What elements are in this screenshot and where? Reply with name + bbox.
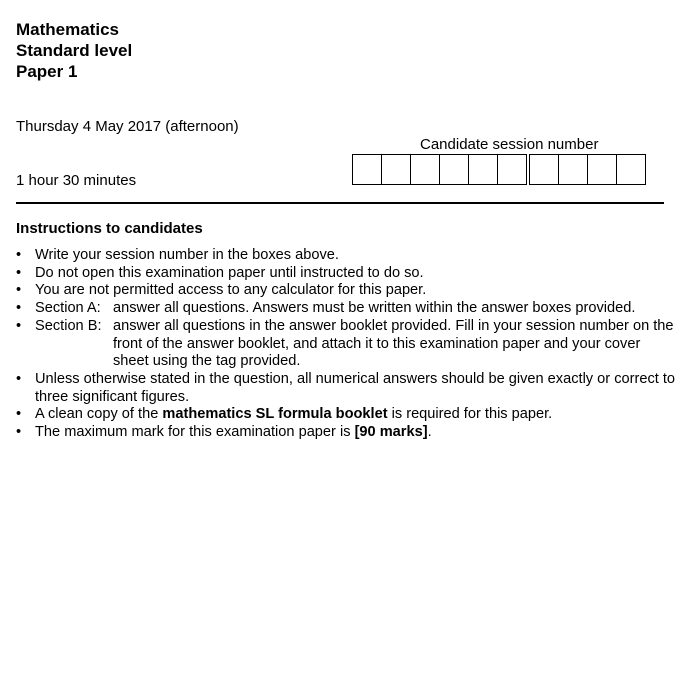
section-b-text: answer all questions in the answer booklet provided. Fill in your session number on the front of the answer booklet, and attach it to this examination paper and your cover sheet using the tag provided. xyxy=(113,317,674,370)
instruction-text: You are not permitted access to any calculator for this paper. xyxy=(35,282,427,299)
bullet-icon: • xyxy=(16,264,22,281)
instruction-item-formula-booklet xyxy=(16,406,676,424)
bullet-icon: • xyxy=(16,247,22,263)
section-b-label: Section B: xyxy=(35,317,102,334)
formula-booklet-name: mathematics SL formula booklet xyxy=(162,406,388,423)
subject-title: Mathematics xyxy=(16,20,119,39)
session-number-box[interactable] xyxy=(439,154,469,185)
bullet-icon: • xyxy=(16,370,22,387)
instructions-heading: Instructions to candidates xyxy=(16,220,203,237)
instruction-item-section-a xyxy=(16,300,676,318)
candidate-session-label: Candidate session number xyxy=(420,136,599,153)
session-number-box[interactable] xyxy=(410,154,440,185)
section-a-text: answer all questions. Answers must be written within the answer boxes provided. xyxy=(113,300,636,317)
session-number-box[interactable] xyxy=(616,154,646,185)
session-number-box[interactable] xyxy=(352,154,382,185)
instructions-list xyxy=(16,247,676,442)
instruction-text-pre: The maximum mark for this examination paper is xyxy=(35,424,355,441)
level-title: Standard level xyxy=(16,41,133,60)
instruction-text: Write your session number in the boxes above. xyxy=(35,247,339,263)
header-divider xyxy=(16,202,664,204)
instruction-text: Do not open this examination paper until instructed to do so. xyxy=(35,264,424,281)
session-number-box[interactable] xyxy=(497,154,527,185)
instruction-item xyxy=(16,247,676,265)
instruction-text: Unless otherwise stated in the question, all numerical answers should be given exactly or correct to three significant figures. xyxy=(35,370,676,405)
session-number-box[interactable] xyxy=(468,154,498,185)
bullet-icon: • xyxy=(16,406,22,423)
exam-duration: 1 hour 30 minutes xyxy=(16,172,137,189)
bullet-icon: • xyxy=(16,282,22,299)
instruction-item xyxy=(16,371,676,406)
candidate-session-boxes xyxy=(352,154,646,185)
bullet-icon: • xyxy=(16,317,22,334)
instruction-item-max-marks xyxy=(16,424,676,442)
session-number-box[interactable] xyxy=(529,154,559,185)
section-a-label: Section A: xyxy=(35,300,101,317)
instruction-text-post: is required for this paper. xyxy=(387,406,553,423)
session-number-box[interactable] xyxy=(558,154,588,185)
instruction-item xyxy=(16,265,676,283)
exam-date: Thursday 4 May 2017 (afternoon) xyxy=(16,118,239,135)
max-marks-value: [90 marks] xyxy=(354,424,428,441)
paper-title: Paper 1 xyxy=(16,62,78,81)
session-number-box[interactable] xyxy=(587,154,617,185)
instruction-text-post: . xyxy=(427,424,432,441)
instruction-item-section-b xyxy=(16,318,676,371)
bullet-icon: • xyxy=(16,300,22,317)
instruction-item xyxy=(16,282,676,300)
instruction-text-pre: A clean copy of the xyxy=(35,406,163,423)
session-number-box[interactable] xyxy=(381,154,411,185)
exam-title-block xyxy=(16,19,132,82)
bullet-icon: • xyxy=(16,424,22,441)
